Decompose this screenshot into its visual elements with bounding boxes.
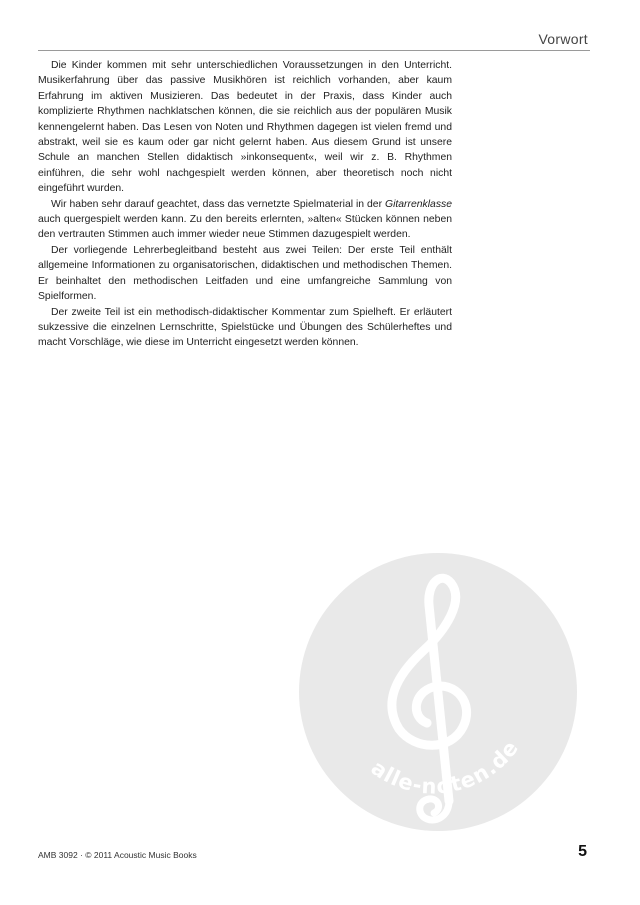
paragraph-2-part-2: auch quergespielt werden kann. Zu den bereits erlernten, »alten« Stücken können neben den vertrauten Stimmen auch immer wieder neue Stimmen dazugespielt werden. <box>38 214 452 241</box>
header-divider <box>38 50 590 51</box>
paragraph-1: Die Kinder kommen mit sehr unterschiedlichen Voraussetzungen in den Unterricht. Musikerfahrung über das passive Musikhören ist reichlich vorhanden, aber kaum Erfahrung im aktiven Musizieren. Das bedeutet in der Praxis, dass Kinder auch komplizierte Rhythmen nachklatschen können, die sie reichlich aus der populären Musik kennengelernt haben. Das Lesen von Noten und Rhythmen dagegen ist vielen fremd und abstrakt, weil sie es kaum oder gar nicht gelernt haben. Aus diesem Grund ist unsere Schule an manchen Stellen didaktisch »inkonsequent«, weil wir z. B. Rhythmen einführen, die sehr wohl nachgespielt werden können, aber theoretisch noch nicht eingeführt wurden. <box>38 60 452 195</box>
paragraph-3: Der vorliegende Lehrerbegleitband besteht aus zwei Teilen: Der erste Teil enthält allgemeine Informationen zu organisatorischen, didaktischen und methodischen Themen. Er beinhaltet den methodischen Leitfaden und eine umfangreiche Sammlung von Spielformen. <box>38 244 452 303</box>
running-header-title: Vorwort <box>538 31 588 47</box>
paragraph-2 <box>38 197 452 243</box>
paragraph-4: Der zweite Teil ist ein methodisch-didaktischer Kommentar zum Spielheft. Er erläutert sukzessive die einzelnen Lernschritte, Spielstücke und Übungen des Schülerheftes und macht Vorschläge, wie diese im Unterricht eingesetzt werden können. <box>38 306 452 349</box>
footer-imprint: AMB 3092 · © 2011 Acoustic Music Books <box>38 850 197 860</box>
book-title-italic: Gitarrenklasse <box>385 198 452 210</box>
page-number: 5 <box>578 843 587 860</box>
watermark-text: alle-noten.de <box>366 735 524 799</box>
body-text <box>38 58 452 351</box>
paragraph-2-part-1: Wir haben sehr darauf geachtet, dass das vernetzte Spielmaterial in der <box>51 198 385 210</box>
watermark-logo <box>299 553 577 831</box>
